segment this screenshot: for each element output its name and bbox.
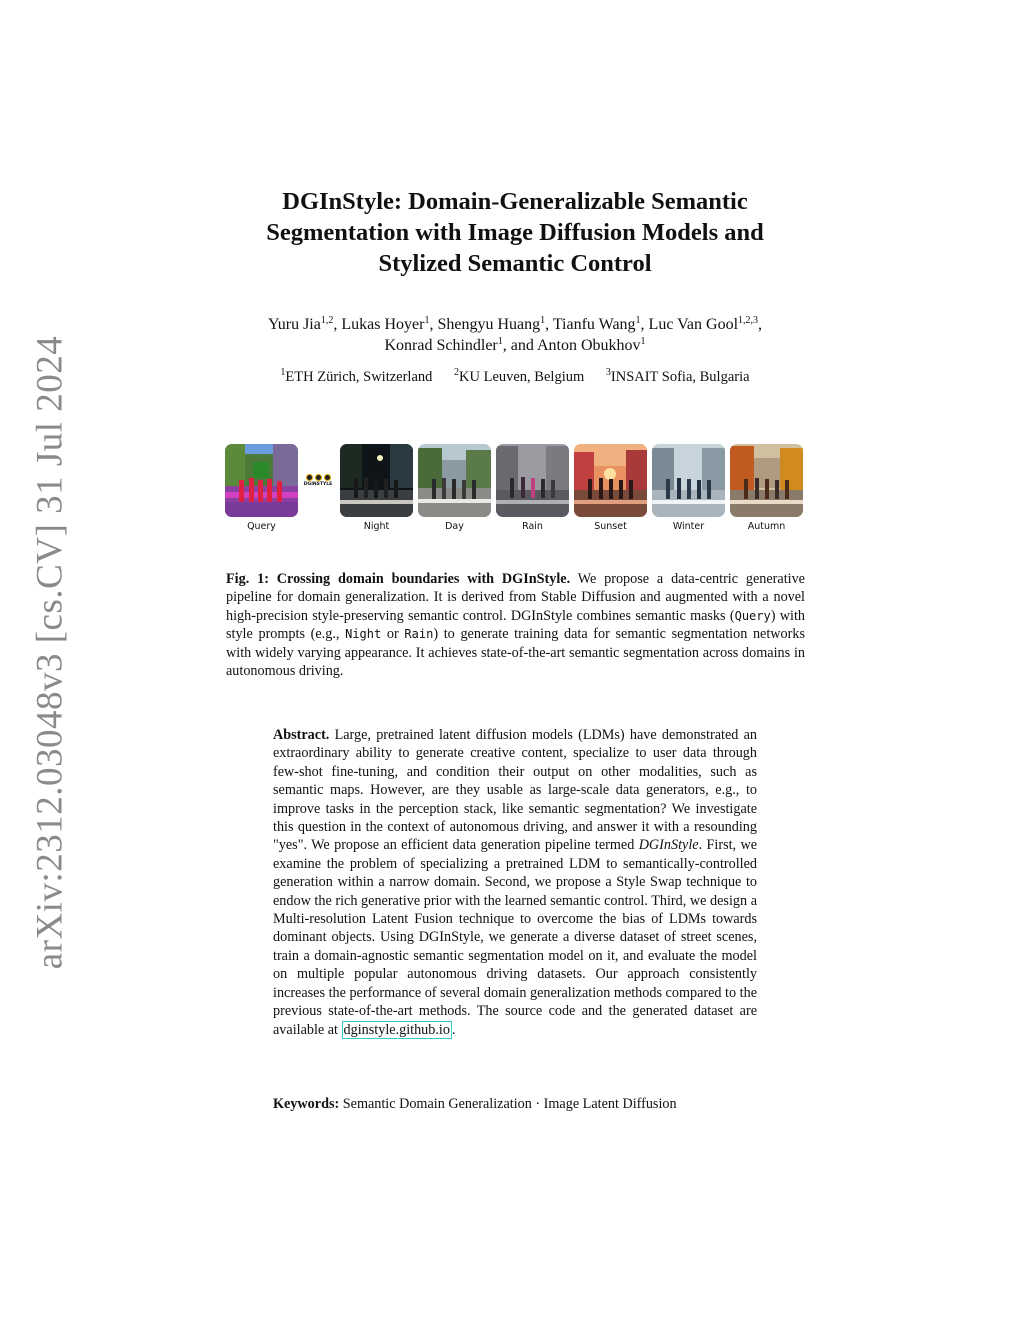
label-sunset: Sunset (594, 521, 627, 532)
rain-image (496, 444, 569, 517)
label-winter: Winter (672, 521, 705, 532)
author-affil-sup: 1 (424, 315, 430, 326)
code-query: Query (734, 608, 771, 623)
abstract-heading: Abstract. (273, 727, 330, 743)
label-night: Night (363, 521, 390, 532)
logo-dot-icon (324, 474, 331, 481)
author-line-1 (200, 314, 830, 335)
arxiv-stamp-text: arXiv:2312.03048v3 [cs.CV] 31 Jul 2024 (29, 335, 71, 970)
author-affil-sup: 1 (640, 336, 646, 347)
author-affil-sup: 1 (497, 336, 503, 347)
affiliation-kuleuven: $^2$KU Leuven, Belgium (454, 367, 585, 385)
author-name: , Tianfu Wang (545, 316, 636, 333)
author-name: , Lukas Hoyer (333, 316, 425, 333)
query-mask-image (225, 444, 298, 517)
author-name: Konrad Schindler (384, 337, 498, 354)
code-night: Night (345, 627, 382, 642)
day-image (418, 444, 491, 517)
affiliation-insait: $^3$INSAIT Sofia, Bulgaria (605, 367, 750, 385)
logo-dot-icon (315, 474, 322, 481)
keywords (273, 1095, 757, 1113)
autumn-image (730, 444, 803, 517)
paper-title (200, 186, 830, 279)
night-image (340, 444, 413, 517)
author-name: Yuru Jia (267, 316, 321, 333)
arxiv-stamp (20, 335, 80, 970)
logo-dot-icon (306, 474, 313, 481)
dginstyle-logo (303, 474, 333, 494)
project-link[interactable]: dginstyle.github.io (343, 1021, 450, 1038)
author-list (200, 314, 830, 356)
affiliation-eth: $^1$ETH Zürich, Switzerland (280, 367, 433, 385)
winter-image (652, 444, 725, 517)
keywords-heading: Keywords: (273, 1096, 340, 1112)
code-rain: Rain (404, 627, 434, 642)
title-line: DGInStyle: Domain-Generalizable Semantic (282, 188, 748, 215)
label-autumn: Autumn (747, 521, 786, 532)
author-name: , and Anton Obukhov (502, 337, 641, 354)
author-name: , Luc Van Gool (640, 316, 739, 333)
affiliations (200, 369, 830, 386)
sunset-image (574, 444, 647, 517)
title-line: Segmentation with Image Diffusion Models and (266, 219, 764, 246)
abstract: Abstract. Large, pretrained latent diffusion models (LDMs) have demonstrated an extraordinary ability to generate creative content, specialize to user data through few-shot fine-tuning, and condition their output on other modalities, such as semantic maps. However, are they usable as large-scale data generators, e.g., to improve tasks in the perception stack, like semantic segmentation? We investigate this question in the context of autonomous driving, and answer it with a resounding "yes". We propose an efficient data generation pipeline termed DGInStyle. First, we examine the problem of specializing a pretrained LDM to semantically-controlled generation within a narrow domain. Second, we propose a Style Swap technique to endow the rich generative prior with the learned semantic control. Third, we design a Multi-resolution Latent Fusion technique to overcome the bias of LDMs towards dominant objects. Using DGInStyle, we generate a diverse dataset of street scenes, train a domain-agnostic semantic segmentation model on it, and evaluate the model on multiple popular autonomous driving datasets. Our approach consistently increases the performance of several domain generalization methods compared to the previous state-of-the-art methods. The source code and the generated dataset are available at dginstyle.github.io . (273, 727, 757, 1038)
title-line: Stylized Semantic Control (378, 250, 652, 277)
author-affil-sup: 1 (635, 315, 641, 326)
label-query: Query (247, 521, 276, 532)
author-line-2 (200, 335, 830, 356)
label-rain: Rain (522, 521, 543, 532)
method-name: DGInStyle (638, 837, 699, 854)
figure-caption: Fig. 1: Crossing domain boundaries with DGInStyle. We propose a data-centric generative pipeline for domain generalization. It is derived from Stable Diffusion and augmented with a novel high-precision style-preserving semantic control. DGInStyle combines semantic masks (Query) with style prompts (e.g., Night or Rain) to generate training data for semantic segmentation networks with widely varying appearance. It achieves state-of-the-art semantic segmentation across domains in autonomous driving. (226, 571, 805, 680)
keywords-text: Semantic Domain Generalization · Image Latent Diffusion (339, 1096, 677, 1112)
author-affil-sup: 1 (540, 315, 546, 326)
logo-text: DGINSTYLE (303, 482, 333, 487)
teaser-figure (225, 444, 805, 539)
caption-lead: Fig. 1: Crossing domain boundaries with DGInStyle. (226, 571, 571, 587)
author-affil-sup: 1,2,3 (738, 315, 759, 326)
author-name: , Shengyu Huang (429, 316, 541, 333)
label-day: Day (445, 521, 464, 532)
author-separator: , (758, 316, 763, 333)
author-affil-sup: 1,2 (320, 315, 334, 326)
